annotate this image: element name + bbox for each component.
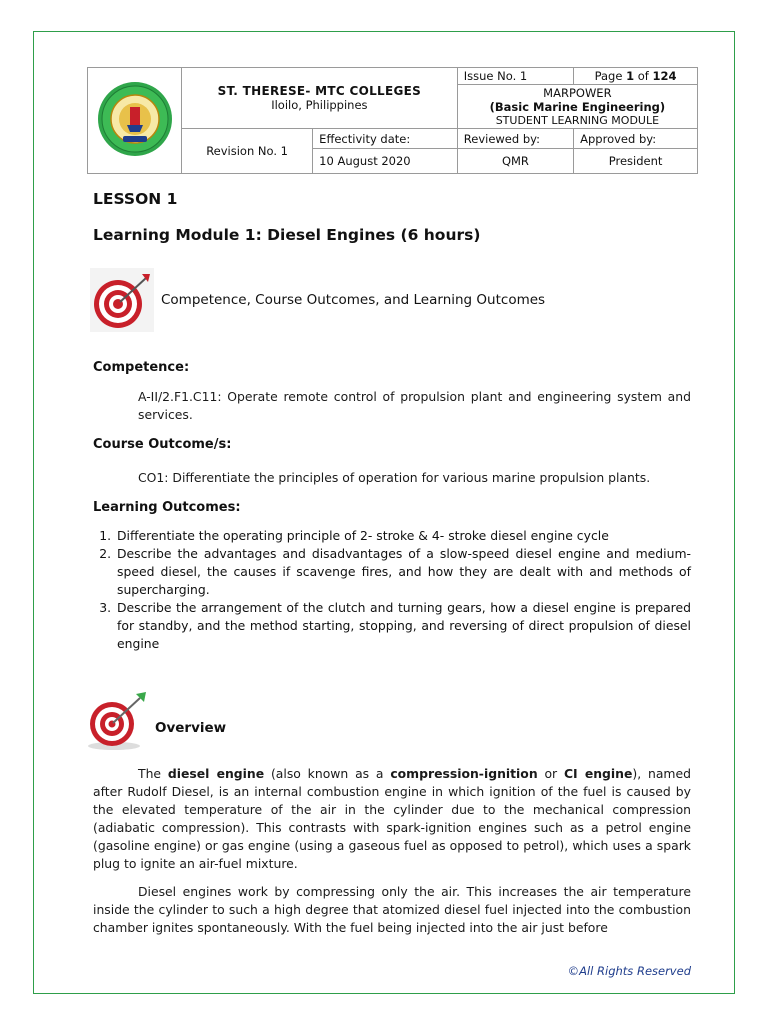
learning-outcomes-label: Learning Outcomes: bbox=[93, 500, 241, 515]
approved-by-label: Approved by: bbox=[574, 129, 698, 149]
approved-by: President bbox=[574, 149, 698, 174]
learning-outcome-item: 3. Describe the arrangement of the clutch and turning gears, how a diesel engine is prepared for standby, and the method starting, stopping, and reversing of direct propulsion of diesel engine bbox=[115, 599, 691, 653]
module-type: STUDENT LEARNING MODULE bbox=[495, 114, 660, 127]
target-goal-icon bbox=[90, 268, 154, 332]
course-info-cell bbox=[457, 85, 697, 129]
competence-text: A-II/2.F1.C11: Operate remote control of propulsion plant and engineering system and services. bbox=[138, 389, 691, 422]
school-name: ST. THERESE- MTC COLLEGES bbox=[217, 84, 422, 98]
revision-no: Revision No. 1 bbox=[182, 129, 313, 174]
learning-outcome-item: 1. Differentiate the operating principle of 2- stroke & 4- stroke diesel engine cycle bbox=[115, 527, 691, 545]
school-info-cell bbox=[182, 68, 458, 129]
effectivity-date: 10 August 2020 bbox=[313, 149, 458, 174]
logo-cell bbox=[88, 68, 182, 174]
course-outcome-label: Course Outcome/s: bbox=[93, 437, 232, 452]
school-logo bbox=[96, 80, 174, 158]
document-header-table bbox=[87, 67, 698, 174]
reviewed-by: QMR bbox=[457, 149, 573, 174]
learning-outcomes-list bbox=[93, 527, 691, 653]
course-outcome-text: CO1: Differentiate the principles of operation for various marine propulsion plants. bbox=[138, 470, 651, 485]
target-dart-icon bbox=[84, 690, 150, 752]
learning-outcome-item: 2. Describe the advantages and disadvantages of a slow-speed diesel engine and medium-speed diesel, the causes if scavenge fires, and how they are dealt with and methods of supercharging. bbox=[115, 545, 691, 599]
course-name: (Basic Marine Engineering) bbox=[489, 100, 666, 114]
competence-label: Competence: bbox=[93, 360, 190, 375]
school-location: Iloilo, Philippines bbox=[271, 98, 368, 112]
lesson-heading: LESSON 1 bbox=[93, 190, 178, 208]
reviewed-by-label: Reviewed by: bbox=[457, 129, 573, 149]
copyright-footer: ©All Rights Reserved bbox=[567, 964, 691, 978]
page-number: Page 1 of 124 bbox=[574, 68, 698, 85]
overview-heading: Overview bbox=[155, 720, 227, 736]
issue-no: Issue No. 1 bbox=[457, 68, 573, 85]
competence-section-heading: Competence, Course Outcomes, and Learning Outcomes bbox=[161, 292, 546, 308]
module-title: Learning Module 1: Diesel Engines (6 hours) bbox=[93, 226, 481, 244]
overview-paragraph-2: Diesel engines work by compressing only the air. This increases the air temperature inside the cylinder to such a high degree that atomized diesel fuel injected into the combustion chamber ignites spontaneously. With the fuel being injected into the air just before bbox=[93, 884, 691, 935]
effectivity-label: Effectivity date: bbox=[313, 129, 458, 149]
course-code: MARPOWER bbox=[543, 86, 612, 100]
overview-paragraph-1: The diesel engine (also known as a compression-ignition or CI engine), named after Rudolf Diesel, is an internal combustion engine in which ignition of the fuel is caused by the elevated temperature of the air in the cylinder due to the mechanical compression (adiabatic compression). This contrasts with spark-ignition engines such as a petrol engine (gasoline engine) or gas engine (using a gaseous fuel as opposed to petrol), which uses a spark plug to ignite an air-fuel mixture. bbox=[93, 766, 691, 871]
